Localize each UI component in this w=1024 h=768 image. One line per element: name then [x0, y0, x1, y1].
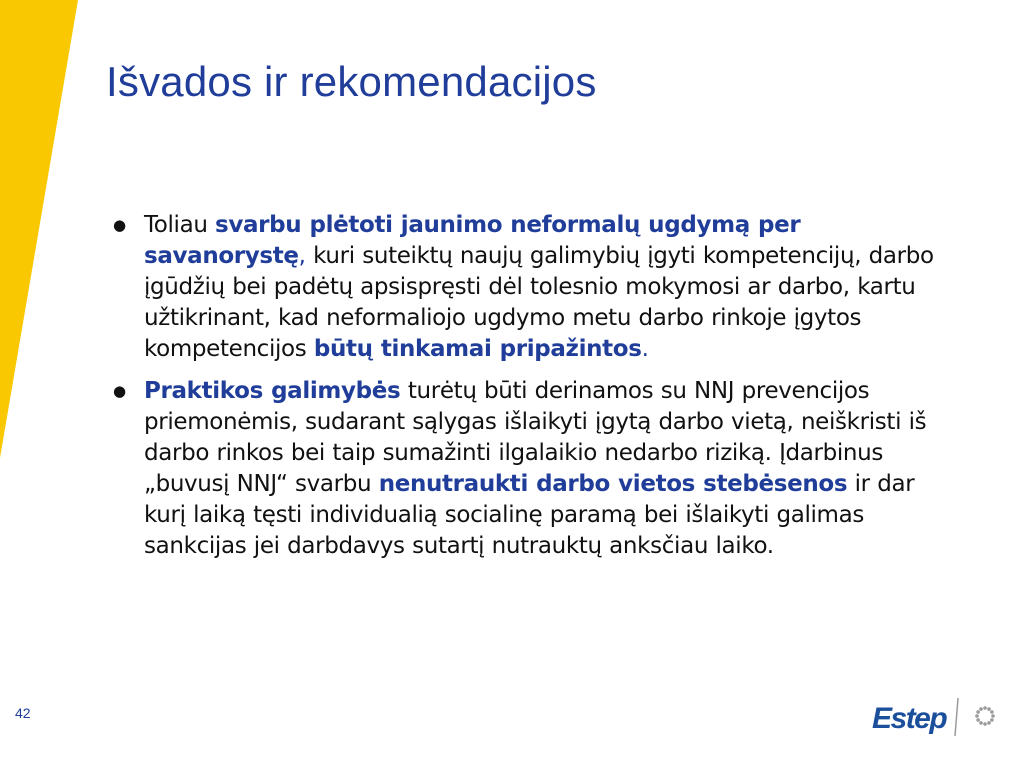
bullet-item-internship [113, 376, 963, 562]
bullet-text-emphasis: būtų tinkamai pripažintos [313, 336, 642, 362]
bullet-text-accent: , [298, 243, 314, 269]
bullet-text-normal: Toliau [144, 212, 216, 238]
yellow-stripe-shape [0, 0, 78, 458]
estep-logo-wordmark: Estep [872, 702, 947, 735]
bullet-text-accent: . [641, 336, 649, 362]
estep-logo [868, 692, 998, 742]
bullet-dot-icon: ● [113, 216, 126, 234]
bullet-text-emphasis: svarbu plėtoti jaunimo neformalų ugdymą per savanorystę [144, 212, 801, 269]
bullet-text-normal: kuri suteiktų naujų galimybių įgyti kompetencijų, darbo įgūdžių bei padėtų apsispręsti dėl tolesnio mokymosi ar darbo, kartu užtikrinant, kad neformaliojo ugdymo metu darbo rinkoje įgytos kompetencijos [144, 243, 934, 362]
logo-divider [955, 698, 958, 736]
bullet-text-normal: ir dar kurį laiką tęsti individualią socialinę paramą bei išlaikyti galimas sankcijas jei darbdavys sutartį nutrauktų anksčiau laiko. [144, 471, 915, 559]
bullet-dot-icon: ● [113, 382, 126, 400]
yellow-accent-stripe [0, 0, 80, 460]
conclusions-list [113, 210, 963, 562]
bullet-item-volunteering [113, 210, 963, 365]
bullet-text-emphasis: nenutraukti darbo vietos stebėsenos [378, 471, 848, 497]
eu-stars-circle-icon [975, 706, 995, 726]
page-number: 42 [15, 705, 31, 721]
slide-title: Išvados ir rekomendacijos [106, 58, 597, 105]
bullet-text-emphasis: Praktikos galimybės [144, 378, 401, 404]
bullet-text-normal: turėtų būti derinamos su NNJ prevencijos priemonėmis, sudarant sąlygas išlaikyti įgytą darbo vietą, neiškristi iš darbo rinkos bei taip sumažinti ilgalaikio nedarbo riziką. Įdarbinus „buvusį NNJ“ svarbu [144, 378, 927, 497]
